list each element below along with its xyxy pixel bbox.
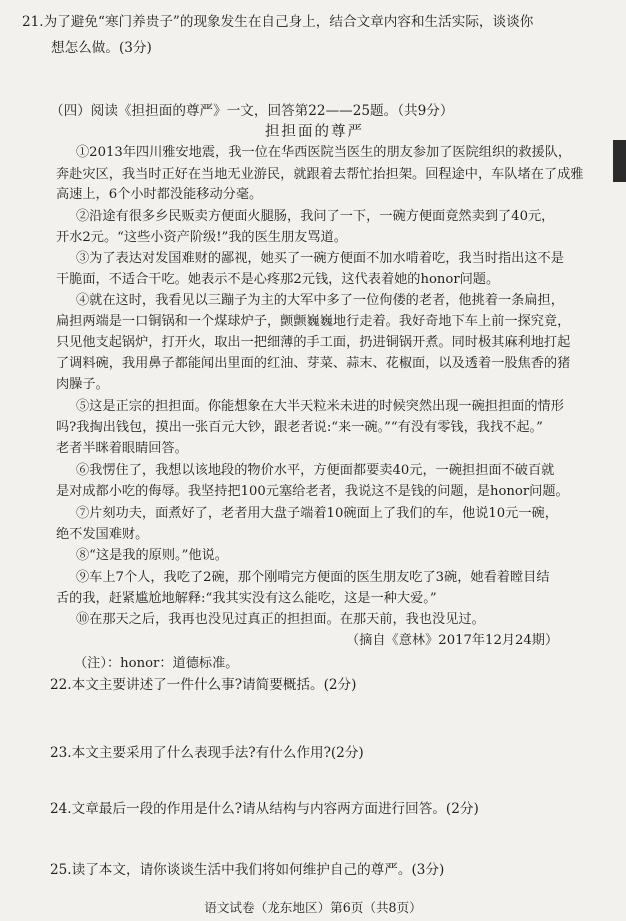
article-line: ②沿途有很多乡民贩卖方便面火腿肠，我问了一下，一碗方便面竟然卖到了40元， <box>76 209 555 224</box>
question-21-line-1: 21.为了避免“寒门养贵子”的现象发生在自己身上，结合文章内容和生活实际，谈谈你 <box>22 14 534 30</box>
article-line: 老者半眯着眼睛回答。 <box>56 441 188 456</box>
question-23: 23.本文主要采用了什么表现手法?有什么作用?(2分) <box>50 745 364 761</box>
article-line: 扁担两端是一口铜锅和一个煤球炉子，颤颤巍巍地行走着。我好奇地下车上前一探究竟， <box>56 314 571 329</box>
article-line: ⑩在那天之后，我再也没见过真正的担担面。在那天前，我也没见过。 <box>76 612 485 627</box>
article-line: 开水2元。“这些小资产阶级!”我的医生朋友骂道。 <box>56 230 347 245</box>
article-source: （摘自《意林》2017年12月24期） <box>346 633 559 648</box>
article-title: 担担面的尊严 <box>265 124 364 140</box>
article-line: 肉臊子。 <box>56 377 109 392</box>
article-line: 高速上，6个小时都没能移动分毫。 <box>56 187 263 202</box>
question-21-line-2: 想怎么做。(3分) <box>51 40 152 56</box>
article-line: ①2013年四川雅安地震，我一位在华西医院当医生的朋友参加了医院组织的救援队， <box>76 145 572 160</box>
article-line: 只见他支起锅炉，打开火，取出一把细薄的手工面，扔进铜锅开煮。同时极其麻利地打起 <box>56 335 571 350</box>
article-line: 是对成都小吃的侮辱。我坚持把100元塞给老者，我说这不是钱的问题，是honor问题。 <box>56 484 569 499</box>
article-line: ⑧“这是我的原则。”他说。 <box>76 548 228 563</box>
section-heading: （四）阅读《担担面的尊严》一文，回答第22——25题。（共9分） <box>50 103 454 119</box>
article-line: ⑨车上7个人，我吃了2碗，那个刚啃完方便面的医生朋友吃了3碗，她看着瞠目结 <box>76 570 550 585</box>
article-line: 绝不发国难财。 <box>56 527 149 542</box>
question-24: 24.文章最后一段的作用是什么?请从结构与内容两方面进行回答。(2分) <box>50 801 479 817</box>
page-footer: 语文试卷（龙东地区）第6页（共8页） <box>204 900 422 915</box>
article-line: ⑤这是正宗的担担面。你能想象在大半天粒米未进的时候突然出现一碗担担面的情形 <box>76 399 564 414</box>
article-line: 了调料碗，我用鼻子都能闻出里面的红油、芽菜、蒜末、花椒面，以及透着一股焦香的猪 <box>56 356 571 371</box>
article-note: （注）：honor：道德标准。 <box>74 656 239 671</box>
article-line: ⑦片刻功夫，面煮好了，老者用大盘子端着10碗面上了我们的车，他说10元一碗， <box>76 506 558 521</box>
article-line: ⑥我愣住了，我想以该地段的物价水平，方便面都要卖40元，一碗担担面不破百就 <box>76 463 555 478</box>
page-edge-mark <box>613 140 626 182</box>
question-22: 22.本文主要讲述了一件什么事?请简要概括。(2分) <box>50 677 357 693</box>
article-line: 奔赴灾区，我当时正好在当地无业游民，就跟着去帮忙抬担架。回程途中，车队堵在了成雅 <box>56 167 584 182</box>
article-line: 舌的我，赶紧尴尬地解释:“我其实没有这么能吃，这是一种大爱。” <box>56 591 437 606</box>
article-line: ④就在这时，我看见以三蹦子为主的大军中多了一位佝偻的老者，他挑着一条扁担， <box>76 293 564 308</box>
question-25: 25.读了本文，请你谈谈生活中我们将如何维护自己的尊严。(3分) <box>50 862 445 878</box>
article-line: ③为了表达对发国难财的鄙视，她买了一碗方便面不加水啃着吃，我当时指出这不是 <box>76 251 564 266</box>
article-line: 干脆面，不适合干吃。她表示不是心疼那2元钱，这代表着她的honor问题。 <box>56 272 500 287</box>
article-line: 吗?我掏出钱包，摸出一张百元大钞，跟老者说:“来一碗。”“有没有零钱，我找不起。” <box>56 420 543 435</box>
